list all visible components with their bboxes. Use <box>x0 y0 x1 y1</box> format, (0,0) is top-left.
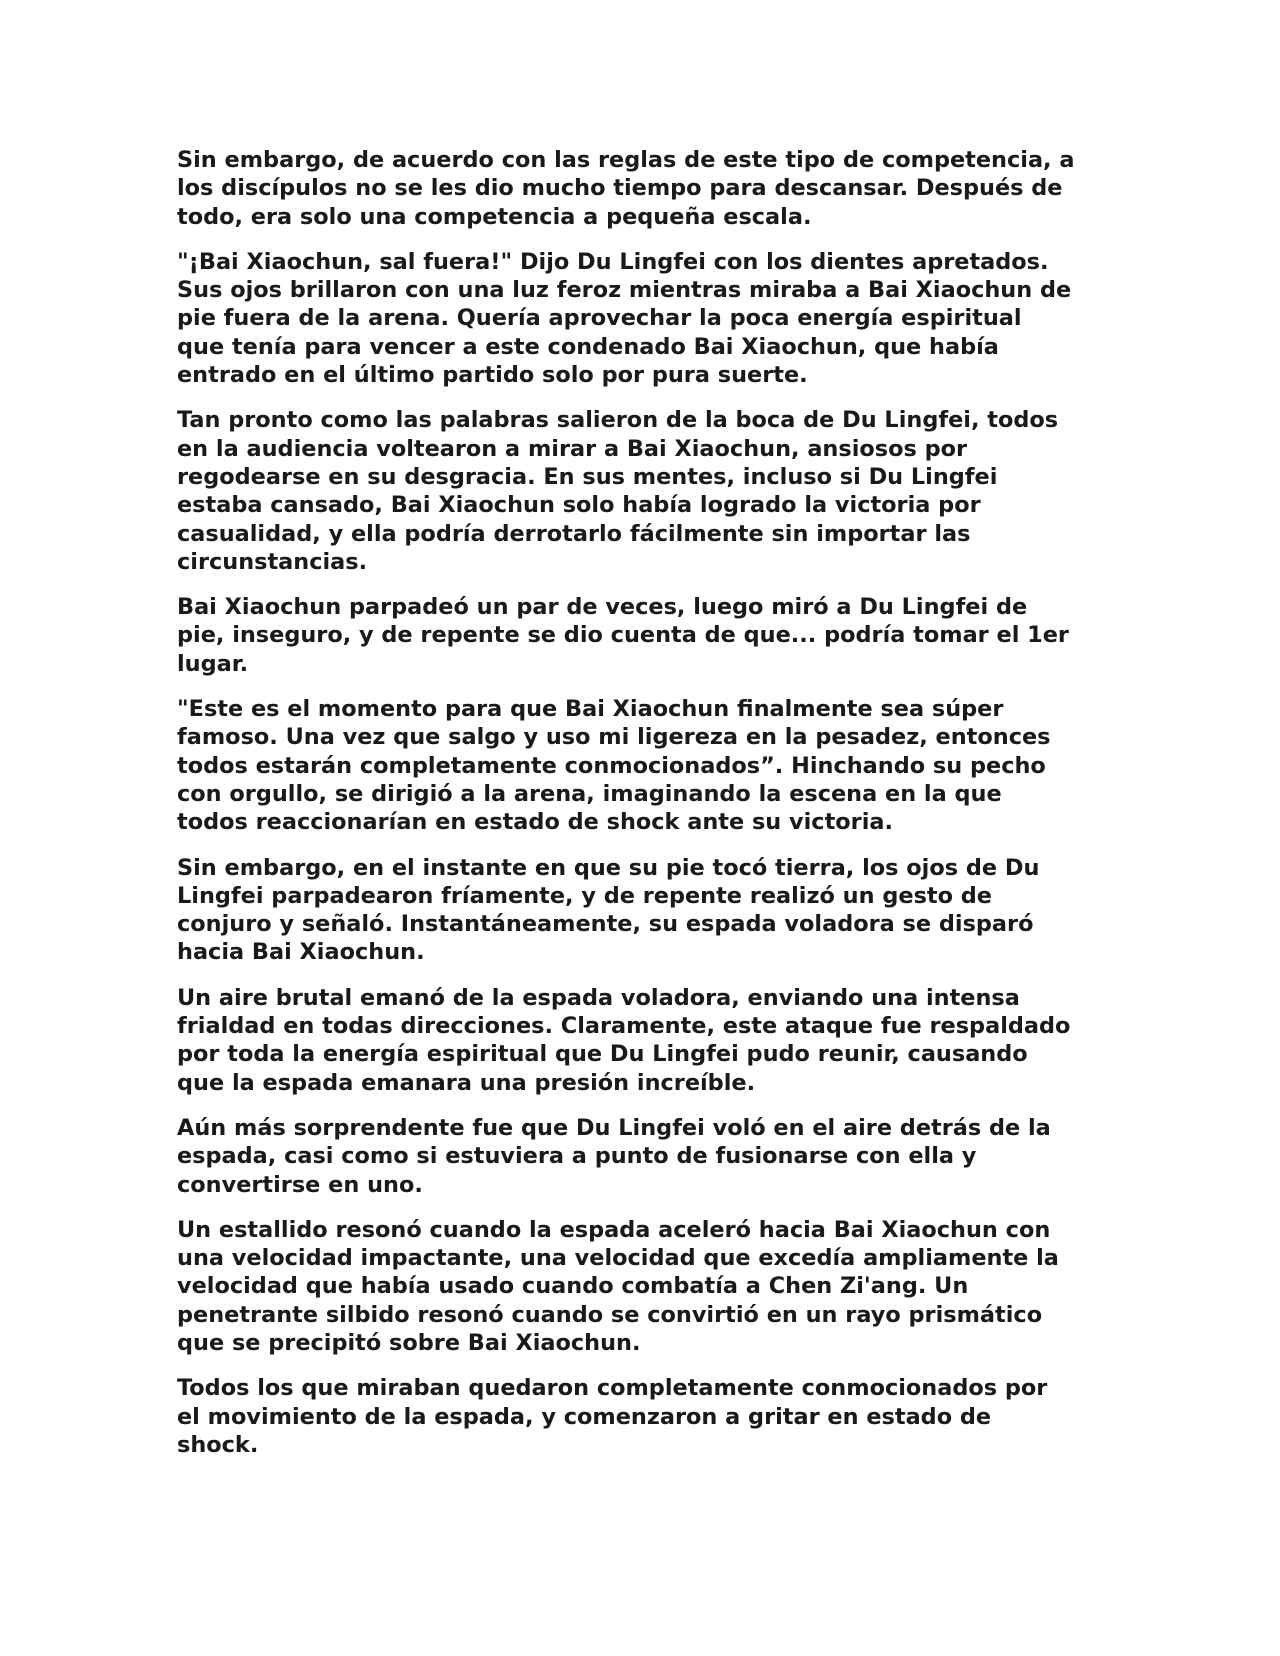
paragraph-4: Bai Xiaochun parpadeó un par de veces, luego miró a Du Lingfei de pie, inseguro, y de repente se dio cuenta de que... podría tomar el 1er lugar. <box>177 594 1069 677</box>
paragraph-10: Todos los que miraban quedaron completamente conmocionados por el movimiento de la espada, y comenzaron a gritar en estado de shock. <box>177 1375 1048 1458</box>
paragraph-2: "¡Bai Xiaochun, sal fuera!" Dijo Du Lingfei con los dientes apretados. Sus ojos brillaron con una luz feroz mientras miraba a Bai Xiaochun de pie fuera de la arena. Quería aprovechar la poca energía espiritual que tenía para vencer a este condenado Bai Xiaochun, que había entrado en el último partido solo por pura suerte. <box>177 248 1072 389</box>
document-page <box>177 146 1117 1476</box>
paragraph-7: Un aire brutal emanó de la espada voladora, enviando una intensa frialdad en todas direcciones. Claramente, este ataque fue respaldado por toda la energía espiritual que Du Lingfei pudo reunir, causando que la espada emanara una presión increíble. <box>177 984 1071 1096</box>
paragraph-1: Sin embargo, de acuerdo con las reglas de este tipo de competencia, a los discípulos no se les dio mucho tiempo para descansar. Después de todo, era solo una competencia a pequeña escala. <box>177 147 1075 230</box>
paragraph-3: Tan pronto como las palabras salieron de la boca de Du Lingfei, todos en la audiencia voltearon a mirar a Bai Xiaochun, ansiosos por regodearse en su desgracia. En sus mentes, incluso si Du Lingfei estaba cansado, Bai Xiaochun solo había logrado la victoria por casualidad, y ella podría derrotarlo fácilmente sin importar las circunstancias. <box>177 407 1059 575</box>
paragraph-9: Un estallido resonó cuando la espada aceleró hacia Bai Xiaochun con una velocidad impactante, una velocidad que excedía ampliamente la velocidad que había usado cuando combatía a Chen Zi'ang. Un penetrante silbido resonó cuando se convirtió en un rayo prismático que se precipitó sobre Bai Xiaochun. <box>177 1216 1059 1356</box>
paragraph-6: Sin embargo, en el instante en que su pie tocó tierra, los ojos de Du Lingfei parpadearon fríamente, y de repente realizó un gesto de conjuro y señaló. Instantáneamente, su espada voladora se disparó hacia Bai Xiaochun. <box>177 854 1040 966</box>
paragraph-8: Aún más sorprendente fue que Du Lingfei voló en el aire detrás de la espada, casi como si estuviera a punto de fusionarse con ella y convertirse en uno. <box>177 1114 1051 1198</box>
paragraph-5: "Este es el momento para que Bai Xiaochun finalmente sea súper famoso. Una vez que salgo y uso mi ligereza en la pesadez, entonces todos estarán completamente conmocionados”. Hinchando su pecho con orgullo, se dirigió a la arena, imaginando la escena en la que todos reaccionarían en estado de shock ante su victoria. <box>177 696 1051 836</box>
